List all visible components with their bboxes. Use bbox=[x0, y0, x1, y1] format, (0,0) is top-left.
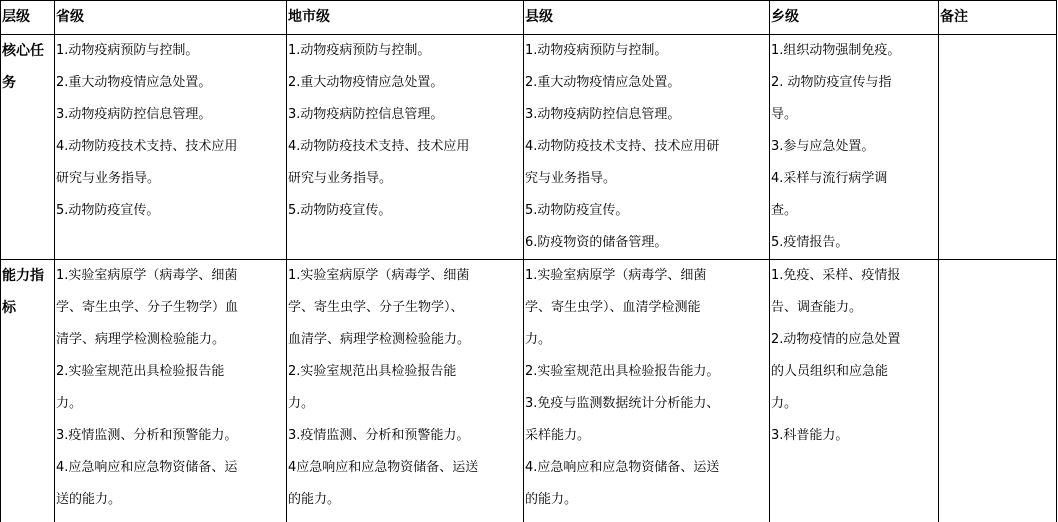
cell-text-line: 力。 bbox=[525, 324, 769, 356]
cell-text-line: 3.疫情监测、分析和预警能力。 bbox=[288, 420, 523, 452]
cell-text-line: 查。 bbox=[771, 195, 938, 227]
cell-text-line: 学、寄生虫学）、血清学检测能 bbox=[525, 292, 769, 324]
cell-text-line: 2.重大动物疫情应急处置。 bbox=[288, 67, 523, 99]
cell-text-line: 3.动物疫病防控信息管理。 bbox=[56, 99, 286, 131]
cell-text-line: 3.免疫与监测数据统计分析能力、 bbox=[525, 388, 769, 420]
cell-text-line: 学、寄生虫学、分子生物学）血 bbox=[56, 292, 286, 324]
cell-text-line: 送的能力。 bbox=[56, 484, 286, 516]
cell-text-line: 1.实验室病原学（病毒学、细菌 bbox=[525, 260, 769, 292]
cell-text-line: 力。 bbox=[771, 388, 938, 420]
cell-text-line: 6.防疫物资的储备管理。 bbox=[525, 227, 769, 259]
city-cell bbox=[287, 260, 524, 522]
cell-text-line: 2.重大动物疫情应急处置。 bbox=[525, 67, 769, 99]
cell-text-line: 血清学、病理学检测检验能力。 bbox=[288, 324, 523, 356]
cell-text-line: 1.动物疫病预防与控制。 bbox=[525, 35, 769, 67]
cell-text-line: 5.疫情报告。 bbox=[771, 227, 938, 259]
cell-text-line: 告、调查能力。 bbox=[771, 292, 938, 324]
cell-text-line: 4.动物防疫技术支持、技术应用 bbox=[288, 131, 523, 163]
cell-text-line: 4应急响应和应急物资储备、运送 bbox=[288, 452, 523, 484]
cell-text-line: 5.动物防疫宣传。 bbox=[525, 195, 769, 227]
cell-text-line: 清学、病理学检测检验能力。 bbox=[56, 324, 286, 356]
cell-text-line: 4.采样与流行病学调 bbox=[771, 163, 938, 195]
township-cell bbox=[770, 35, 939, 260]
level-text-line: 能力指 bbox=[2, 260, 54, 292]
cell-text-line: 力。 bbox=[56, 388, 286, 420]
cell-text-line: 究与业务指导。 bbox=[525, 163, 769, 195]
cell-text-line: 1.实验室病原学（病毒学、细菌 bbox=[288, 260, 523, 292]
header-level: 层级 bbox=[1, 1, 55, 35]
cell-text-line: 的人员组织和应急能 bbox=[771, 356, 938, 388]
cell-text-line: 1.组织动物强制免疫。 bbox=[771, 35, 938, 67]
cell-text-line: 采样能力。 bbox=[525, 420, 769, 452]
cell-text-line: 1.动物疫病预防与控制。 bbox=[288, 35, 523, 67]
cell-text-line: 3.动物疫病防控信息管理。 bbox=[525, 99, 769, 131]
level-text-line: 标 bbox=[2, 292, 54, 324]
cell-text-line: 2.实验室规范出具检验报告能 bbox=[56, 356, 286, 388]
cell-text-line: 4.应急响应和应急物资储备、运送 bbox=[525, 452, 769, 484]
cell-text-line: 4.动物防疫技术支持、技术应用 bbox=[56, 131, 286, 163]
cell-text-line: 4.动物防疫技术支持、技术应用研 bbox=[525, 131, 769, 163]
cell-text-line: 3.科普能力。 bbox=[771, 420, 938, 452]
cell-text-line: 5.动物防疫宣传。 bbox=[288, 195, 523, 227]
cell-text-line: 5.动物防疫宣传。 bbox=[56, 195, 286, 227]
cell-text-line: 力。 bbox=[288, 388, 523, 420]
remarks-cell bbox=[939, 35, 1057, 260]
county-cell bbox=[524, 260, 770, 522]
header-province: 省级 bbox=[55, 1, 287, 35]
cell-text-line: 的能力。 bbox=[288, 484, 523, 516]
cell-text-line: 2.重大动物疫情应急处置。 bbox=[56, 67, 286, 99]
cell-text-line: 1.免疫、采样、疫情报 bbox=[771, 260, 938, 292]
header-township: 乡级 bbox=[770, 1, 939, 35]
cell-text-line: 2.动物疫情的应急处置 bbox=[771, 324, 938, 356]
cell-text-line: 3.动物疫病防控信息管理。 bbox=[288, 99, 523, 131]
cell-text-line: 研究与业务指导。 bbox=[56, 163, 286, 195]
cell-text-line: 1.实验室病原学（病毒学、细菌 bbox=[56, 260, 286, 292]
cell-text-line: 3.疫情监测、分析和预警能力。 bbox=[56, 420, 286, 452]
cell-text-line: 的能力。 bbox=[525, 484, 769, 516]
level-cell bbox=[1, 260, 55, 522]
township-cell bbox=[770, 260, 939, 522]
county-cell bbox=[524, 35, 770, 260]
province-cell bbox=[55, 35, 287, 260]
level-cell bbox=[1, 35, 55, 260]
remarks-cell bbox=[939, 260, 1057, 522]
ability-indicators-row bbox=[1, 260, 1057, 522]
cell-text-line: 2.实验室规范出具检验报告能力。 bbox=[525, 356, 769, 388]
core-tasks-row bbox=[1, 35, 1057, 260]
province-cell bbox=[55, 260, 287, 522]
cell-text-line: 2. 动物防疫宣传与指 bbox=[771, 67, 938, 99]
city-cell bbox=[287, 35, 524, 260]
cell-text-line: 研究与业务指导。 bbox=[288, 163, 523, 195]
cell-text-line: 学、寄生虫学、分子生物学）、 bbox=[288, 292, 523, 324]
cell-text-line: 3.参与应急处置。 bbox=[771, 131, 938, 163]
header-remarks: 备注 bbox=[939, 1, 1057, 35]
cell-text-line: 1.动物疫病预防与控制。 bbox=[56, 35, 286, 67]
cell-text-line: 2.实验室规范出具检验报告能 bbox=[288, 356, 523, 388]
cell-text-line: 4.应急响应和应急物资储备、运 bbox=[56, 452, 286, 484]
cell-text-line: 导。 bbox=[771, 99, 938, 131]
level-text-line: 核心任 bbox=[2, 35, 54, 67]
header-city: 地市级 bbox=[287, 1, 524, 35]
header-county: 县级 bbox=[524, 1, 770, 35]
level-text-line: 务 bbox=[2, 67, 54, 99]
header-row bbox=[1, 1, 1057, 35]
